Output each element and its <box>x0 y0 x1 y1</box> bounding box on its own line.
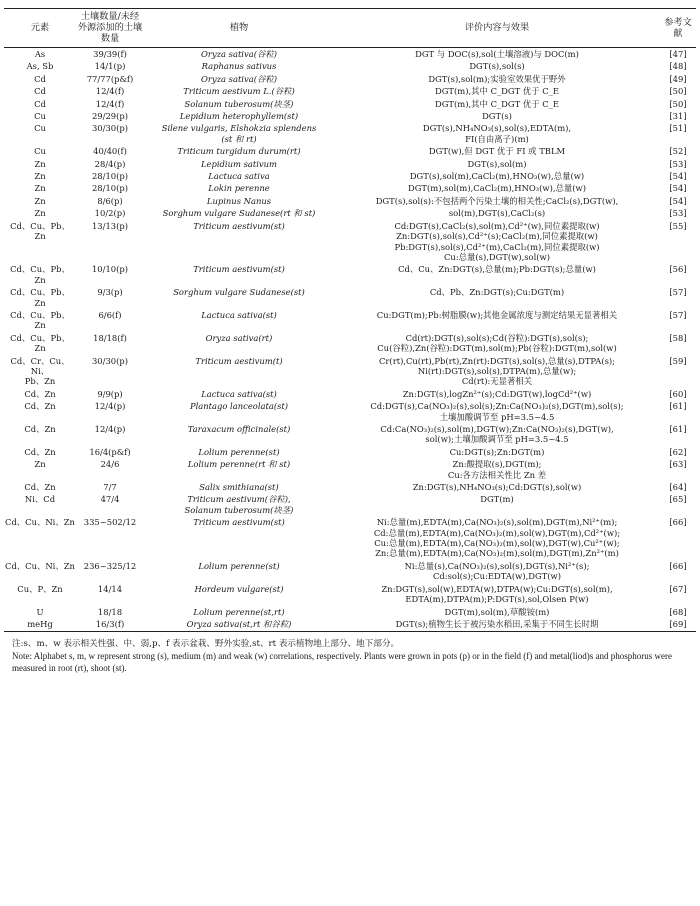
header-element: 元素 <box>4 9 76 48</box>
cell-evaluation: Cd:Ca(NO₃)₂(s),sol(m),DGT(w);Zn:Ca(NO₃)₂(s),DGT(w), sol(w);土壤加酸调节至 pH=3.5~4.5 <box>380 424 614 445</box>
cell-soil-count: 12/4(p) <box>94 424 126 434</box>
table-row <box>4 560 696 583</box>
cell-reference: [61] <box>669 401 687 412</box>
table-row <box>4 481 696 493</box>
cell-plant: Triticum aestivum(st) <box>193 264 285 275</box>
cell-plant: Silene vulgaris, Elshokzia splendens (st 和 rt) <box>161 123 317 144</box>
cell-evaluation: Cu:DGT(m);Pb:树脂膜(w);其他金属浓度与测定结果无显著相关 <box>376 309 618 320</box>
cell-evaluation: DGT(m),其中 C_DGT 优于 C_E <box>435 98 559 109</box>
cell-plant: Lactuca sativa(st) <box>201 388 277 399</box>
cell-soil-count: 30/30(p) <box>91 123 129 134</box>
cell-evaluation: DGT(s),sol(s):不包括两个污染土壤的相关性;CaCl₂(s),DGT(w), <box>375 195 619 206</box>
cell-plant: Lolium perenne(st) <box>198 446 280 457</box>
cell-reference: [61] <box>669 424 687 434</box>
cell-element: U <box>36 606 44 617</box>
cell-element: Cd <box>34 98 46 109</box>
cell-reference: [62] <box>669 446 687 457</box>
table-row <box>4 85 696 97</box>
cell-reference: [51] <box>669 123 687 134</box>
cell-evaluation: DGT(m) <box>480 494 514 505</box>
cell-soil-count: 16/4(p&f) <box>89 446 131 457</box>
cell-plant: Lolium perenne(rt 和 st) <box>187 459 291 470</box>
cell-element: Cu <box>34 111 46 122</box>
table-row <box>4 583 696 606</box>
cell-element: Cd、Zn <box>24 482 56 493</box>
cell-evaluation: Cu:DGT(s);Zn:DGT(m) <box>449 446 545 457</box>
cell-element: Zn <box>34 158 46 169</box>
cell-reference: [53] <box>669 158 687 169</box>
cell-evaluation: Cd:DGT(s),Ca(NO₃)₂(s),sol(s);Zn:Ca(NO₃)₂(s),DGT(m),sol(s); 土壤加酸调节至 pH=3.5~4.5 <box>370 401 624 422</box>
table-row <box>4 263 696 286</box>
note-chinese: 注:s、m、w 表示相关性强、中、弱,p、f 表示盆栽、野外实验,st、rt 表示植物地上部分、地下部分。 <box>12 639 400 650</box>
table-row <box>4 170 696 182</box>
cell-plant: Salix smithiana(st) <box>199 482 279 493</box>
cell-element: Cd、Cu、Pb、Zn <box>10 309 70 331</box>
cell-plant: Lactuca sativa <box>208 171 270 182</box>
cell-soil-count: 10/2(p) <box>94 208 126 219</box>
cell-reference: [67] <box>669 583 687 594</box>
cell-reference: [54] <box>669 195 687 206</box>
cell-evaluation: DGT(m),sol(m),CaCl₂(m),HNO₃(w),总量(w) <box>408 183 586 194</box>
cell-soil-count: 12/4(f) <box>95 86 125 97</box>
cell-plant: Hordeum vulgare(st) <box>194 583 284 594</box>
cell-evaluation: Ni:总量(m),EDTA(m),Ca(NO₃)₂(s),sol(m),DGT(m),Ni²⁺(m); Cd:总量(m),EDTA(m),Ca(NO₃)₂(m),sol(w),DGT(m),Cd²⁺(w); Cu:总量(m),EDTA(m),Ca(NO₃)₂(m),sol(w),DGT(w),Cu²⁺(w); Zn:总量(m),EDTA(m),Ca(NO₃)₂(m),sol(m),DGT(m),Zn²⁺(m) <box>373 517 621 559</box>
table-row <box>4 286 696 309</box>
cell-element: Cd、Cu、Pb、Zn <box>10 332 70 354</box>
cell-element: Cd、Cu、Pb、Zn <box>10 264 70 285</box>
table-header-row <box>4 9 696 48</box>
cell-plant: Lolium perenne(st,rt) <box>193 606 285 617</box>
cell-soil-count: 335~502/12 <box>83 517 137 528</box>
cell-soil-count: 14/1(p) <box>94 61 126 72</box>
cell-soil-count: 13/13(p) <box>91 220 129 231</box>
cell-element: Cd、Cu、Pb、Zn <box>10 287 70 308</box>
cell-reference: [50] <box>669 86 687 97</box>
table-row <box>4 516 696 560</box>
cell-element: Ni、Cd <box>24 494 56 505</box>
table-row <box>4 309 696 332</box>
cell-plant: Oryza sativa(st,rt 和谷粒) <box>144 618 334 632</box>
cell-evaluation: DGT 与 DOC(s),sol(土壤溶液)与 DOC(m) <box>415 49 579 59</box>
cell-evaluation: Zn:酸提取(s),DGT(m); Cu:各方法相关性比 Zn 差 <box>447 459 547 480</box>
cell-reference: [57] <box>669 309 687 320</box>
table-row <box>4 332 696 355</box>
cell-element: meHg <box>4 618 76 632</box>
cell-soil-count: 12/4(f) <box>95 98 125 109</box>
table-row <box>4 355 696 388</box>
cell-element: Zn <box>34 208 46 219</box>
cell-element: Cu <box>34 123 46 134</box>
table-row <box>4 195 696 207</box>
cell-soil-count: 24/6 <box>100 459 120 470</box>
cell-reference: [53] <box>669 208 687 219</box>
cell-plant: Oryza sativa(rt) <box>205 332 273 343</box>
cell-reference: [63] <box>669 459 687 470</box>
cell-soil-count: 30/30(p) <box>91 355 129 366</box>
cell-evaluation: DGT(s),sol(m),CaCl₂(m),HNO₃(w),总量(w) <box>409 171 585 182</box>
cell-soil-count: 12/4(p) <box>94 401 126 412</box>
cell-reference: [54] <box>669 171 687 182</box>
cell-reference: [69] <box>660 618 696 632</box>
cell-evaluation: Cd、Pb、Zn:DGT(s);Cu:DGT(m) <box>429 287 565 298</box>
cell-element: Cd、Cu、Ni、Zn <box>5 560 75 571</box>
cell-soil-count: 18/18(f) <box>93 332 127 343</box>
cell-plant: Triticum aestivum(t) <box>195 355 283 366</box>
cell-plant: Lepidium sativum <box>201 158 277 169</box>
cell-evaluation: DGT(s),NH₄NO₃(s),sol(s),EDTA(m), FI(自由离子)(m) <box>422 123 572 144</box>
cell-soil-count: 10/10(p) <box>91 264 129 275</box>
cell-evaluation: DGT(m),sol(m),草酸铵(m) <box>444 606 550 617</box>
cell-element: Cd、Cu、Ni、Zn <box>5 517 75 528</box>
cell-soil-count: 8/6(p) <box>97 195 123 206</box>
cell-soil-count: 236~325/12 <box>83 560 137 571</box>
table-row <box>4 122 696 145</box>
cell-evaluation: Cd、Cu、Zn:DGT(s),总量(m);Pb:DGT(s);总量(w) <box>398 264 596 275</box>
table-row <box>4 606 696 618</box>
cell-reference: [56] <box>669 264 687 275</box>
cell-soil-count: 16/3(f) <box>76 618 144 632</box>
cell-soil-count: 40/40(f) <box>93 146 127 157</box>
cell-reference: [66] <box>669 560 687 571</box>
cell-element: Cd、Cr、Cu、Ni、 Pb、Zn <box>10 355 70 387</box>
cell-reference: [57] <box>669 287 687 298</box>
cell-evaluation: DGT(s),sol(s) <box>469 61 525 72</box>
table-row <box>4 48 696 61</box>
cell-element: Cd、Cu、Pb、Zn <box>10 220 70 242</box>
table-row <box>4 220 696 264</box>
header-evaluation: 评价内容与效果 <box>334 9 660 48</box>
table-row <box>4 458 696 481</box>
table-row <box>4 400 696 423</box>
cell-plant: Sorghum vulgare Sudanese(st) <box>173 287 305 298</box>
table-row <box>4 98 696 110</box>
table-row <box>4 182 696 194</box>
cell-reference: [65] <box>669 494 687 505</box>
cell-soil-count: 28/4(p) <box>94 158 126 169</box>
cell-soil-count: 29/29(p) <box>91 111 129 122</box>
table-row <box>4 60 696 72</box>
cell-element: Zn <box>34 195 46 206</box>
cell-evaluation: sol(m),DGT(s),CaCl₂(s) <box>448 208 546 219</box>
cell-reference: [48] <box>669 61 687 72</box>
cell-element: Cd <box>34 73 46 84</box>
cell-soil-count: 18/18 <box>97 606 123 617</box>
header-soil-count: 土壤数量/未经外源添加的土壤数量 <box>76 9 144 48</box>
cell-reference: [52] <box>669 146 687 157</box>
cell-reference: [49] <box>669 73 687 84</box>
cell-plant: Triticum aestivum(st) <box>193 517 285 528</box>
cell-evaluation: Cd:DGT(s),CaCl₂(s),sol(m),Cd²⁺(w),同位素提取(w) Zn:DGT(s),sol(s),Cd²⁺(s);CaCl₂(m),同位素提取(w) Pb:DGT(s),sol(s),Cd²⁺(m),CaCl₂(m),同位素提取(w) Cu:总量(s),DGT(w),sol(w) <box>394 220 600 262</box>
cell-reference: [31] <box>669 111 687 122</box>
cell-plant: Lactuca sativa(st) <box>201 309 277 320</box>
cell-element: As, Sb <box>26 61 54 72</box>
header-plant: 植物 <box>144 9 334 48</box>
cell-evaluation: DGT(s),sol(m) <box>467 158 527 169</box>
table-row <box>4 446 696 458</box>
cell-reference: [50] <box>669 98 687 109</box>
cell-plant: Lokin perenne <box>208 183 270 194</box>
cell-element: Cd、Zn <box>24 424 56 434</box>
cell-evaluation: DGT(s),sol(m);实验室效果优于野外 <box>428 73 566 84</box>
cell-evaluation: Zn:DGT(s),NH₄NO₃(s);Cd:DGT(s),sol(w) <box>412 482 582 493</box>
cell-plant: Triticum turgidum durum(rt) <box>177 146 301 157</box>
table-row <box>4 73 696 85</box>
cell-element: Cd、Zn <box>24 388 56 399</box>
cell-evaluation: Zn:DGT(s),sol(w),EDTA(w),DTPA(w);Cu:DGT(s),sol(m), EDTA(m),DTPA(m);P:DGT(s),sol,Olsen P(w) <box>381 583 613 605</box>
cell-plant: Triticum aestivum L.(谷粒) <box>183 86 295 97</box>
cell-reference: [59] <box>669 355 687 366</box>
cell-reference: [47] <box>669 49 687 59</box>
cell-reference: [58] <box>669 332 687 343</box>
cell-evaluation: Cd(rt):DGT(s),sol(s);Cd(谷粒):DGT(s),sol(s); Cu(谷粒),Zn(谷粒):DGT(m),sol(m);Pb(谷粒):DGT(m),sol(w) <box>377 332 617 354</box>
cell-evaluation: DGT(s);植物生长于被污染水稻田,采集于不同生长时期 <box>334 618 660 632</box>
dgt-evaluation-table <box>4 8 696 632</box>
header-reference: 参考文献 <box>660 9 696 48</box>
cell-soil-count: 47/4 <box>100 494 120 505</box>
note-english: Note: Alphabet s, m, w represent strong (s), medium (m) and weak (w) correlations, respectively. Plants were grown in pots (p) or in the field (f) and metal(liod)s and phosphorus were measured in root (rt), shoot (st). <box>12 651 672 674</box>
cell-element: Zn <box>34 171 46 182</box>
cell-evaluation: Ni:总量(s),Ca(NO₃)₂(s),sol(s),DGT(s),Ni²⁺(s); Cd:sol(s);Cu:EDTA(w),DGT(w) <box>404 560 590 582</box>
cell-evaluation: Zn:DGT(s),logZn²⁺(s);Cd:DGT(w),logCd²⁺(w) <box>402 388 592 399</box>
table-row <box>4 388 696 400</box>
table-row <box>4 207 696 219</box>
table-row <box>4 618 696 632</box>
cell-reference: [60] <box>669 388 687 399</box>
cell-reference: [68] <box>669 606 687 617</box>
table-body <box>4 48 696 632</box>
cell-evaluation: Cr(rt),Cu(rt),Pb(rt),Zn(rt):DGT(s),sol(s),总量(s),DTPA(s); Ni(rt):DGT(s),sol(s),DTPA(m),总量(w); Cd(rt):无显著相关 <box>379 355 615 387</box>
cell-plant: Oryza sativa(谷粒) <box>200 73 277 84</box>
cell-reference: [55] <box>669 220 687 231</box>
cell-evaluation: DGT(m),其中 C_DGT 优于 C_E <box>435 86 559 97</box>
cell-element: Zn <box>34 459 46 470</box>
cell-soil-count: 28/10(p) <box>91 183 129 194</box>
cell-soil-count: 9/9(p) <box>97 388 123 399</box>
cell-plant: Plantago lanceolata(st) <box>189 401 289 412</box>
cell-reference: [66] <box>669 517 687 528</box>
table-row <box>4 423 696 446</box>
cell-reference: [64] <box>669 482 687 493</box>
cell-soil-count: 77/77(p&f) <box>86 73 134 84</box>
table-row <box>4 493 696 516</box>
cell-soil-count: 28/10(p) <box>91 171 129 182</box>
cell-element: Cd、Zn <box>24 401 56 412</box>
cell-plant: Sorghum vulgare Sudanese(rt 和 st) <box>162 208 316 219</box>
cell-plant: Triticum aestivum(st) <box>193 220 285 231</box>
cell-plant: Lepidium heterophyllem(st) <box>179 111 299 122</box>
cell-evaluation: DGT(w),但 DGT 优于 FI 或 TBLM <box>428 146 566 157</box>
cell-element: As <box>34 49 46 59</box>
cell-soil-count: 9/3(p) <box>97 287 123 298</box>
cell-reference: [54] <box>669 183 687 194</box>
cell-soil-count: 14/14 <box>97 583 123 594</box>
table-row <box>4 110 696 122</box>
cell-element: Cu <box>34 146 46 157</box>
cell-element: Cu、P、Zn <box>17 583 63 594</box>
cell-evaluation: DGT(s) <box>482 111 512 122</box>
cell-plant: Raphanus sativus <box>201 61 277 72</box>
cell-plant: Triticum aestivum(谷粒), Solanum tuberosum(块茎) <box>184 494 294 515</box>
cell-plant: Lupinus Nanus <box>206 195 272 206</box>
cell-soil-count: 39/39(f) <box>93 49 127 59</box>
table-notes <box>4 638 696 674</box>
table-container <box>4 8 696 674</box>
cell-plant: Oryza sativa(谷粒) <box>200 49 277 59</box>
cell-plant: Lolium perenne(st) <box>198 560 280 571</box>
table-row <box>4 158 696 170</box>
cell-element: Zn <box>34 183 46 194</box>
cell-plant: Solanum tuberosum(块茎) <box>184 98 294 109</box>
cell-element: Cd、Zn <box>24 446 56 457</box>
cell-plant: Taraxacum officinale(st) <box>187 424 291 434</box>
cell-soil-count: 7/7 <box>103 482 117 493</box>
table-row <box>4 145 696 157</box>
cell-element: Cd <box>34 86 46 97</box>
cell-soil-count: 6/6(f) <box>98 309 122 320</box>
